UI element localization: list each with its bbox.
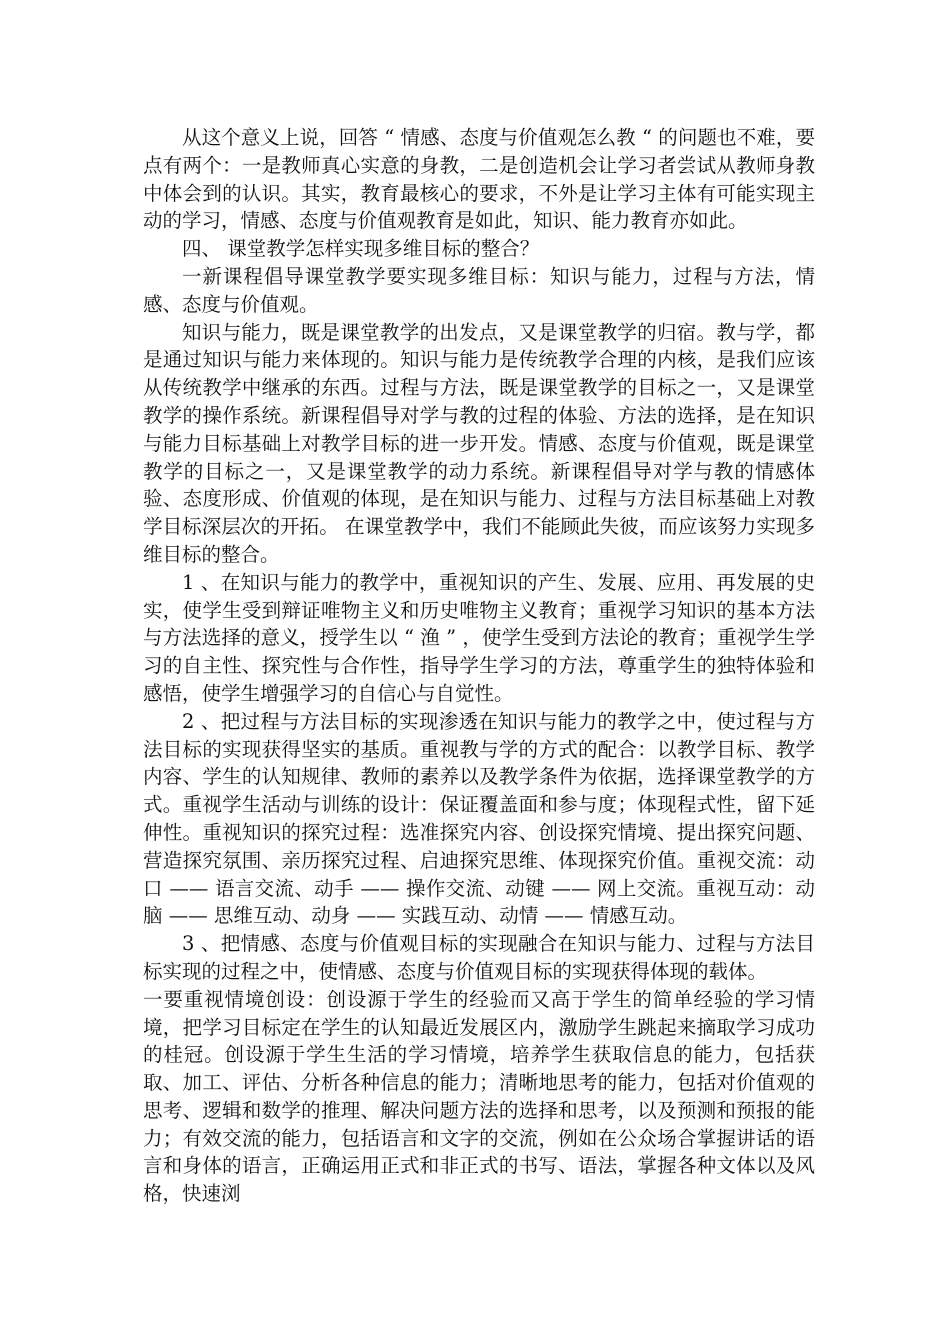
paragraph-item-3: 3 、把情感、态度与价值观目标的实现融合在知识与能力、过程与方法目标实现的过程之中，使情感、态度与价值观目标的实现获得体现的载体。: [143, 932, 815, 983]
paragraph-2: 一新课程倡导课堂教学要实现多维目标：知识与能力，过程与方法，情感、态度与价值观。: [143, 264, 815, 316]
paragraph-1: 从这个意义上说，回答 “ 情感、态度与价值观怎么教 “ 的问题也不难，要点有两个：一是教师真心实意的身教，二是创造机会让学习者尝试从教师身教中体会到的认识。其实，教育最核心的要求，不外是让学习主体有可能实现主动的学习，情感、态度与价值观教育是如此，知识、能力教育亦如此。: [143, 126, 815, 233]
paragraph-3: 知识与能力，既是课堂教学的出发点，又是课堂教学的归宿。教与学，都是通过知识与能力来体现的。知识与能力是传统教学合理的内核，是我们应该从传统教学中继承的东西。过程与方法，既是课堂教学的目标之一，又是课堂教学的操作系统。新课程倡导对学与教的过程的体验、方法的选择，是在知识与能力目标基础上对教学目标的进一步开发。情感、态度与价值观，既是课堂教学的目标之一，又是课堂教学的动力系统。新课程倡导对学与教的情感体验、态度形成、价值观的体现，是在知识与能力、过程与方法目标基础上对教学目标深层次的开拓。 在课堂教学中，我们不能顾此失彼，而应该努力实现多维目标的整合。: [143, 320, 815, 566]
paragraph-item-1: 1 、在知识与能力的教学中，重视知识的产生、发展、应用、再发展的史实，使学生受到辩证唯物主义和历史唯物主义教育；重视学习知识的基本方法与方法选择的意义，授学生以 “ 渔 ” ，使学生受到方法论的教育；重视学生学习的自主性、探究性与合作性，指导学生学习的方法，尊重学生的独特体验和感悟，使学生增强学习的自信心与自觉性。: [143, 570, 815, 705]
document-page: [143, 124, 815, 1208]
paragraph-item-2: 2 、把过程与方法目标的实现渗透在知识与能力的教学之中，使过程与方法目标的实现获得坚实的基质。重视教与学的方式的配合：以教学目标、教学内容、学生的认知规律、教师的素养以及教学条件为依据，选择课堂教学的方式。重视学生活动与训练的设计：保证覆盖面和参与度；体现程式性，留下延伸性。重视知识的探究过程：选准探究内容、创设探究情境、提出探究问题、营造探究氛围、亲历探究过程、启迪探究思维、体现探究价值。重视交流：动口 —— 语言交流、动手 —— 操作交流、动键 —— 网上交流。重视互动：动脑 —— 思维互动、动身 —— 实践互动、动情 —— 情感互动。: [143, 709, 815, 928]
section-heading-4: 四、 课堂教学怎样实现多维目标的整合？: [182, 237, 540, 261]
paragraph-situation: 一要重视情境创设：创设源于学生的经验而又高于学生的简单经验的学习情境，把学习目标定在学生的认知最近发展区内，激励学生跳起来摘取学习成功的桂冠。创设源于学生生活的学习情境，培养学生获取信息的能力，包括获取、加工、评估、分析各种信息的能力；清晰地思考的能力，包括对价值观的思考、逻辑和数学的推理、解决问题方法的选择和思考，以及预测和预报的能力；有效交流的能力，包括语言和文字的交流，例如在公众场合掌握讲话的语言和身体的语言，正确运用正式和非正式的书写、语法，掌握各种文体以及风格，快速浏: [143, 987, 815, 1206]
